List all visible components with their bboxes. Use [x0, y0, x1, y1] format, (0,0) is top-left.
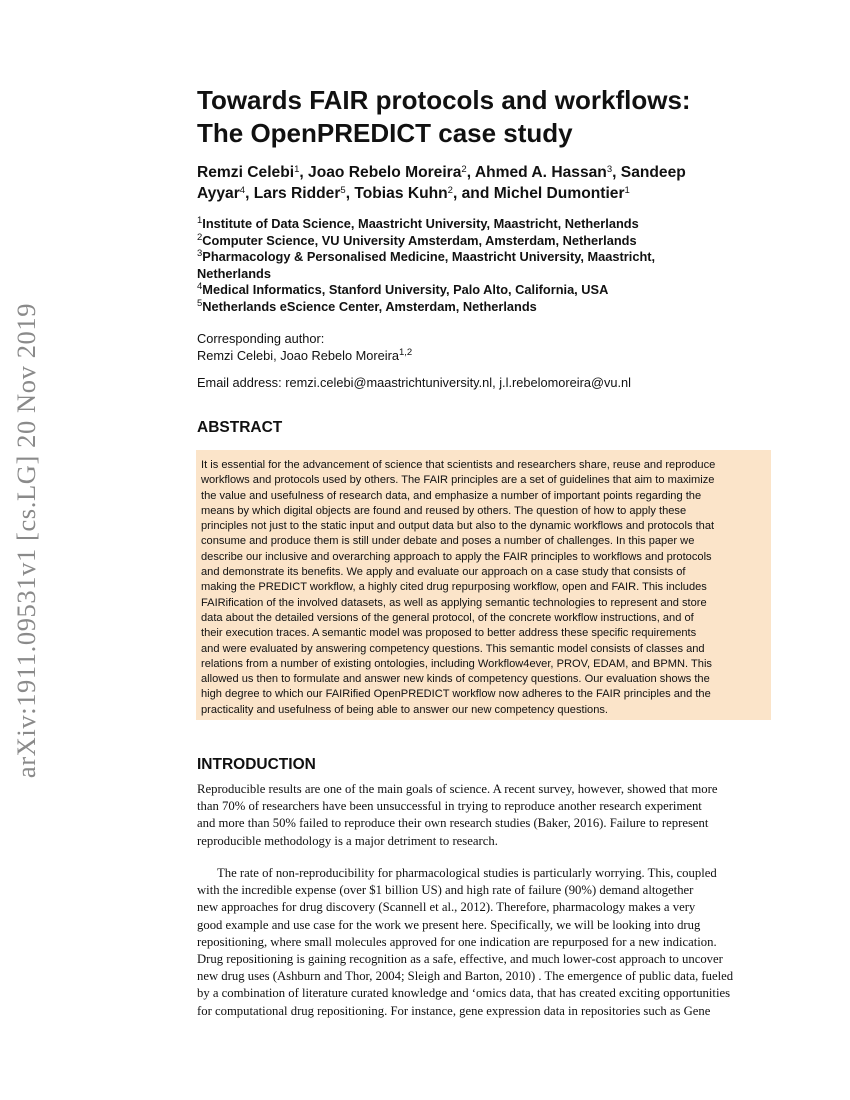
corresponding-label: Corresponding author: [197, 331, 325, 346]
author-line-2 [197, 183, 773, 204]
body-line: repositioning, where small molecules approved for one indication are repurposed for a new indication. [197, 934, 717, 949]
author-separator: , [245, 185, 254, 202]
abstract-line: means by which digital objects are found and reused by others. The question of how to apply these [201, 504, 687, 517]
affiliation-text: Medical Informatics, Stanford University, Palo Alto, California, USA [202, 282, 609, 297]
author-list [197, 162, 773, 204]
author-affil-marker: 4 [239, 185, 246, 196]
author-affil-marker: 5 [340, 185, 346, 196]
affiliation [197, 299, 773, 316]
body-line: for computational drug repositioning. For instance, gene expression data in repositories such as Gene [197, 1003, 711, 1018]
author-affil-marker: 1 [294, 164, 300, 175]
affiliation-text: Netherlands [197, 265, 271, 281]
affiliation-marker: 5 [197, 297, 203, 309]
affiliation [197, 216, 773, 233]
affiliation [197, 282, 773, 299]
body-line: The rate of non-reproducibility for pharmacological studies is particularly worrying. This, coupled [217, 866, 717, 880]
body-line: Reproducible results are one of the main goals of science. A recent survey, however, showed that more [197, 782, 718, 796]
corresponding-names-line [197, 348, 773, 365]
corresponding-names: Remzi Celebi, Joao Rebelo Moreira [197, 347, 399, 363]
abstract-line: data about the detailed versions of the general protocol, of the concrete workflow instructions, and of [201, 611, 694, 624]
abstract-line: their execution traces. A semantic model was proposed to better address these specific requirements [201, 627, 697, 640]
affiliation-text: Pharmacology & Personalised Medicine, Maastricht University, Maastricht, [202, 249, 656, 264]
introduction-paragraph-1 [197, 781, 773, 850]
abstract-box [196, 450, 771, 720]
abstract-line: the value and usefulness of research data, and emphasize a number of important points regarding the [201, 489, 702, 502]
affiliation-marker: 2 [197, 231, 203, 243]
author-affil-marker: 1 [624, 185, 630, 196]
corresponding-author [197, 331, 773, 364]
abstract-line: and demonstrate its benefits. We apply and evaluate our approach on a case study that consists of [201, 566, 686, 579]
affiliation-text: Netherlands eScience Center, Amsterdam, Netherlands [202, 298, 537, 314]
abstract-line: describe our inclusive and overarching approach to apply the FAIR principles to workflows and protocols [201, 550, 712, 563]
author-name: Ayyar [197, 185, 240, 202]
author-name: Tobias Kuhn [354, 185, 448, 202]
affiliation-marker: 3 [197, 248, 203, 259]
abstract-line: workflows and protocols used by others. The FAIR principles are a set of guidelines that aim to maximize [201, 474, 715, 487]
author-separator: , [612, 164, 621, 181]
introduction-heading: INTRODUCTION [197, 756, 316, 773]
affiliation-marker: 4 [197, 281, 203, 292]
body-line: new drug uses (Ashburn and Thor, 2004; Sleigh and Barton, 2010) . The emergence of public data, fueled [197, 969, 734, 984]
body-line: with the incredible expense (over $1 billion US) and high rate of failure (90%) demand altogether [197, 883, 694, 898]
abstract-heading: ABSTRACT [197, 419, 283, 436]
body-line: new approaches for drug discovery (Scannell et al., 2012). Therefore, pharmacology makes a very [197, 900, 696, 915]
affiliation-marker: 1 [197, 215, 203, 226]
author-separator: , [299, 164, 309, 181]
abstract-line: principles not just to the static input and output data but also to the dynamic workflows and protocols that [201, 520, 715, 533]
paper-title [197, 84, 773, 150]
body-line: by a combination of literature curated knowledge and ‘omics data, that has created exciting opportunities [197, 986, 731, 1001]
author-name: Lars Ridder [253, 185, 341, 202]
author-separator: , and [452, 185, 494, 202]
author-separator: , [466, 164, 475, 181]
affiliation-text: Institute of Data Science, Maastricht University, Maastricht, Netherlands [202, 216, 639, 231]
affiliation [197, 233, 773, 250]
abstract-line: It is essential for the advancement of science that scientists and researchers share, reuse and reproduce [201, 459, 716, 471]
author-name: Sandeep [620, 164, 686, 181]
title-line: The OpenPREDICT case study [197, 118, 573, 148]
author-name: Remzi Celebi [197, 164, 295, 181]
author-affil-marker: 3 [606, 164, 613, 175]
author-affil-marker: 2 [461, 164, 467, 175]
abstract-line: high degree to which our FAIRified OpenPREDICT workflow now adheres to the FAIR principles and the [201, 688, 711, 701]
email-address: Email address: remzi.celebi@maastrichtuniversity.nl, j.l.rebelomoreira@vu.nl [197, 375, 631, 390]
corresponding-affil-marker: 1,2 [399, 346, 413, 358]
author-separator: , [345, 185, 355, 202]
arxiv-identifier: arXiv:1911.09531v1 [cs.LG] 20 Nov 2019 [11, 302, 42, 778]
abstract-line: and were evaluated by answering competency questions. This semantic model consists of classes and [201, 642, 705, 655]
abstract-line: allowed us then to formulate and answer new kinds of competency questions. Our evaluation shows the [201, 673, 710, 686]
author-name: Ahmed A. Hassan [474, 164, 607, 181]
affiliation [197, 249, 773, 266]
abstract-line: practicality and usefulness of being able to answer our new competency questions. [201, 703, 609, 716]
author-line-1 [197, 162, 773, 183]
body-line: good example and use case for the work we present here. Specifically, we will be looking into drug [197, 917, 701, 932]
arxiv-identifier-sidebar [2, 290, 52, 790]
author-affil-marker: 2 [447, 185, 453, 196]
author-name: Joao Rebelo Moreira [308, 164, 462, 181]
introduction-paragraph-2 [197, 865, 773, 1020]
body-line: Drug repositioning is gaining recognition as a safe, effective, and much lower-cost approach to uncover [197, 952, 723, 967]
abstract-line: consume and produce them is still under debate and poses a number of challenges. In this paper we [201, 535, 695, 548]
affiliation-text: Computer Science, VU University Amsterdam, Amsterdam, Netherlands [202, 232, 637, 248]
body-line: reproducible methodology is a major detriment to research. [197, 833, 498, 848]
affiliation [197, 266, 773, 283]
abstract-line: FAIRification of the involved datasets, as well as applying semantic technologies to represent and store [201, 596, 707, 609]
author-name: Michel Dumontier [493, 185, 625, 202]
abstract-line: making the PREDICT workflow, a highly cited drug repurposing workflow, open and FAIR. This includes [201, 581, 707, 594]
body-line: than 70% of researchers have been unsuccessful in trying to reproduce another research experiment [197, 799, 702, 814]
body-line: and more than 50% failed to reproduce their own research studies (Baker, 2016). Failure to represent [197, 816, 709, 831]
abstract-line: relations from a number of existing ontologies, including Workflow4ever, PROV, EDAM, and BPMN. This [201, 657, 712, 670]
affiliation-list [197, 216, 773, 315]
title-line: Towards FAIR protocols and workflows: [197, 85, 691, 115]
